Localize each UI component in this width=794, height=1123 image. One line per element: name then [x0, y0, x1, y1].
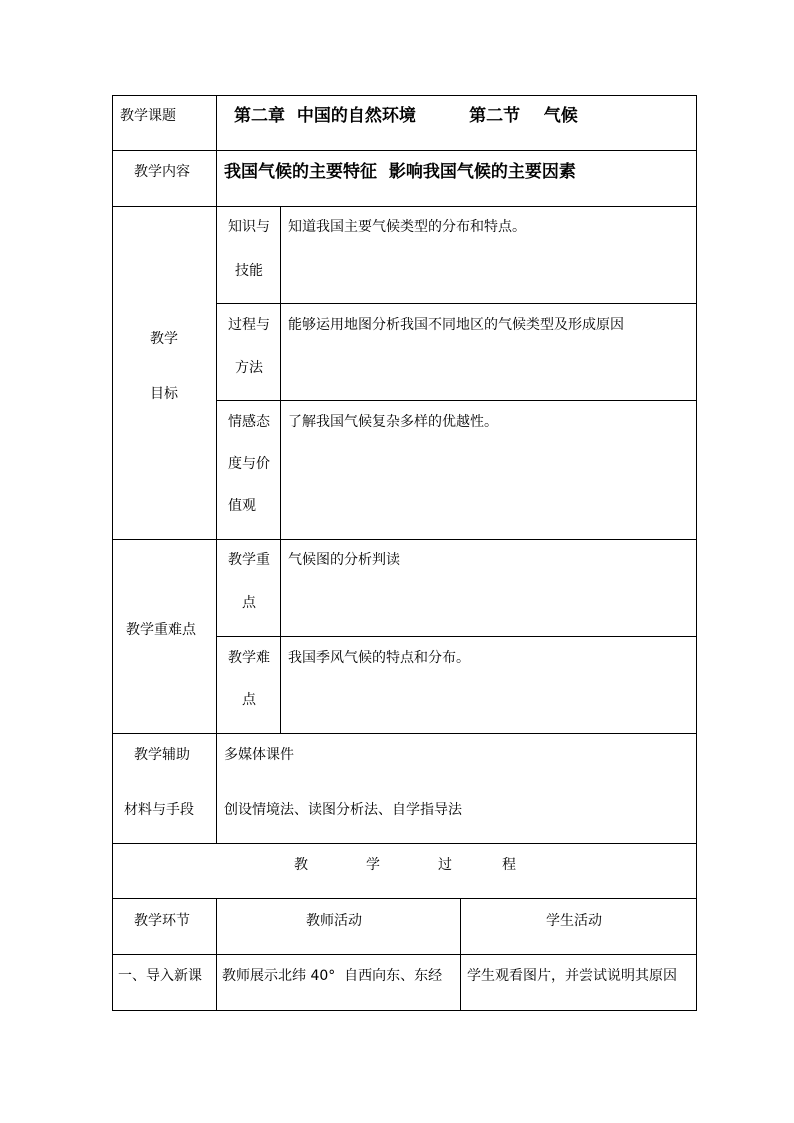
student-cell: 学生观看图片，并尝试说明其原因 — [467, 968, 677, 984]
table-border-bottom — [112, 1010, 697, 1011]
content-value: 我国气候的主要特征 影响我国气候的主要因素 — [224, 162, 576, 182]
table-border-left — [112, 95, 113, 1011]
process-title-char: 程 — [502, 857, 516, 873]
objective-label: 过程与 — [228, 317, 270, 333]
objective-label: 知识与 — [228, 219, 270, 235]
divider — [112, 954, 697, 955]
objective-text: 了解我国气候复杂多样的优越性。 — [288, 414, 498, 430]
keypoint-label: 点 — [242, 692, 256, 708]
keypoints-label: 教学重难点 — [126, 622, 196, 638]
teacher-cell: 教师展示北纬 40° 自西向东、东经 — [222, 968, 443, 984]
divider — [216, 898, 217, 1011]
process-title-char: 学 — [366, 857, 380, 873]
divider — [216, 636, 697, 637]
objective-text: 能够运用地图分析我国不同地区的气候类型及形成原因 — [288, 317, 624, 333]
keypoint-label: 点 — [242, 595, 256, 611]
col-header-teacher: 教师活动 — [306, 913, 362, 929]
keypoint-text: 我国季风气候的特点和分布。 — [288, 650, 470, 666]
divider — [112, 150, 697, 151]
keypoint-label: 教学难 — [228, 650, 270, 666]
materials-label-line1: 教学辅助 — [134, 747, 190, 763]
divider — [112, 898, 697, 899]
divider — [112, 539, 697, 540]
divider — [216, 95, 217, 844]
divider — [460, 898, 461, 1011]
divider — [280, 206, 281, 734]
objectives-label-line2: 目标 — [150, 386, 178, 402]
topic-label: 教学课题 — [120, 108, 176, 124]
objectives-label-line1: 教学 — [150, 331, 178, 347]
content-label: 教学内容 — [134, 164, 190, 180]
divider — [216, 303, 697, 304]
keypoint-text: 气候图的分析判读 — [288, 552, 400, 568]
table-border-right — [696, 95, 697, 1011]
divider — [112, 206, 697, 207]
topic-value: 第二章 中国的自然环境 第二节 气候 — [234, 106, 578, 126]
process-title-char: 教 — [294, 857, 308, 873]
divider — [112, 733, 697, 734]
col-header-student: 学生活动 — [546, 913, 602, 929]
materials-label-line2: 材料与手段 — [124, 802, 194, 818]
objective-label: 度与价 — [228, 456, 270, 472]
divider — [216, 400, 697, 401]
objective-label: 情感态 — [228, 414, 270, 430]
objective-label: 值观 — [228, 498, 256, 514]
objective-label: 技能 — [235, 263, 263, 279]
materials-line2: 创设情境法、读图分析法、自学指导法 — [224, 802, 462, 818]
process-title-char: 过 — [438, 857, 452, 873]
objective-text: 知道我国主要气候类型的分布和特点。 — [288, 219, 526, 235]
materials-line1: 多媒体课件 — [224, 747, 294, 763]
divider — [112, 843, 697, 844]
table-border-top — [112, 95, 697, 96]
col-header-stage: 教学环节 — [134, 913, 190, 929]
keypoint-label: 教学重 — [228, 552, 270, 568]
objective-label: 方法 — [235, 360, 263, 376]
stage-cell: 一、导入新课 — [118, 968, 202, 984]
